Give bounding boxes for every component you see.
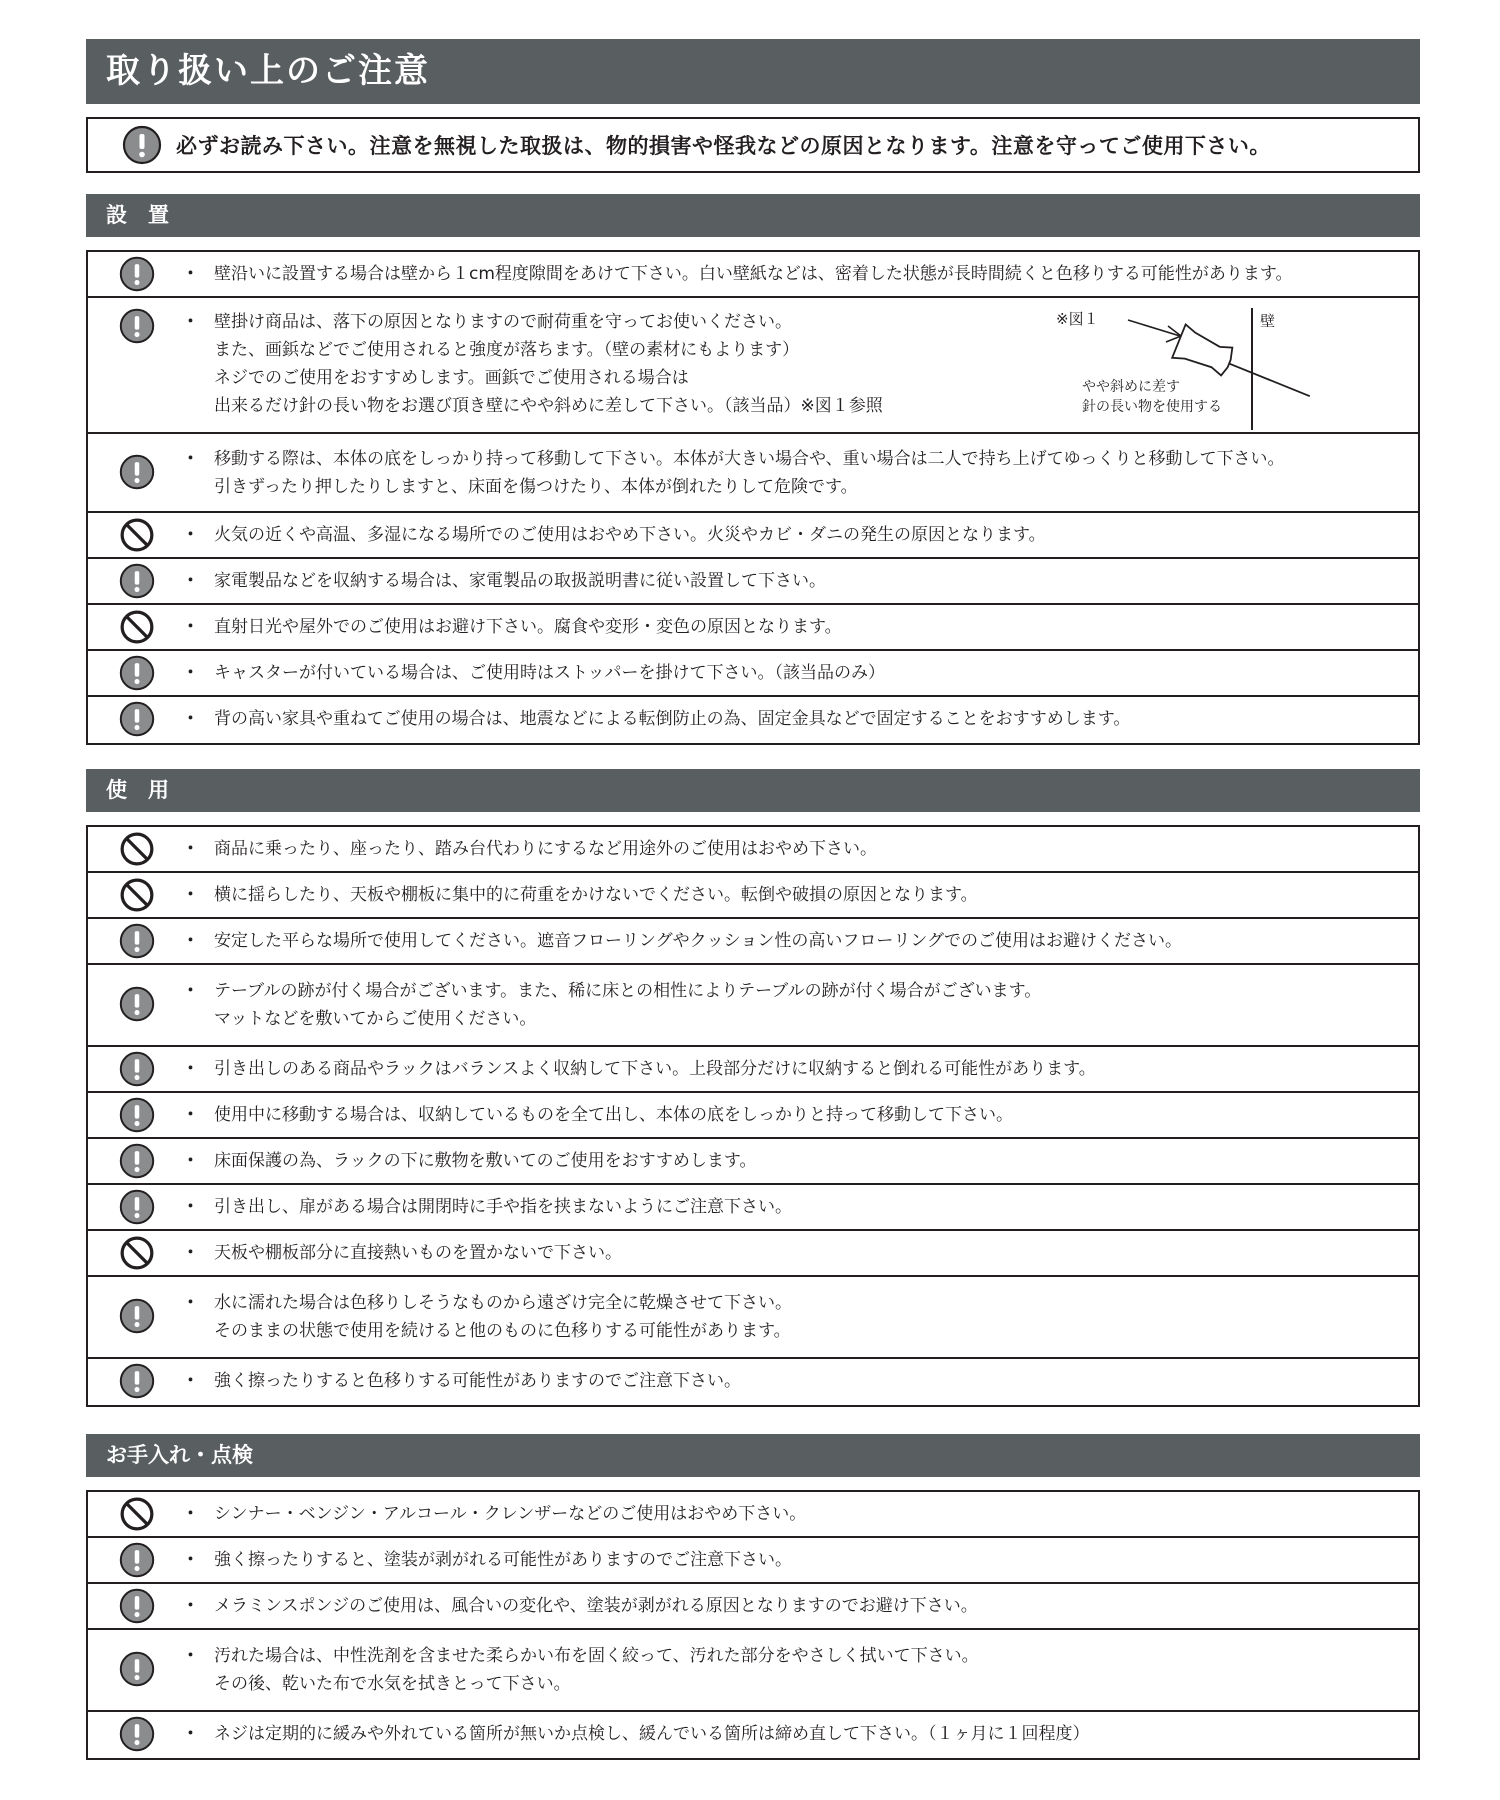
row-text (186, 1538, 1418, 1582)
row-text (186, 513, 1418, 557)
table-row (88, 1584, 1418, 1630)
table-row (88, 965, 1418, 1047)
row-text-line: ・ 移動する際は、本体の底をしっかり持って移動して下さい。本体が大きい場合や、重い場合は二人で持ち上げてゆっくりと移動して下さい。 (186, 445, 1418, 473)
caution-icon (88, 1584, 186, 1628)
notice-text: 必ずお読み下さい。注意を無視した取扱は、物的損害や怪我などの原因となります。注意を守ってご使用下さい。 (176, 134, 1271, 158)
row-text (186, 252, 1418, 296)
table-row (88, 827, 1418, 873)
row-text (186, 559, 1418, 603)
caution-icon (88, 1277, 186, 1357)
table-row (88, 513, 1418, 559)
table-row (88, 1093, 1418, 1139)
pushpin-figure (1056, 306, 1356, 434)
row-text (186, 1630, 1418, 1710)
table-row (88, 298, 1418, 434)
row-text-line: ・ キャスターが付いている場合は、ご使用時はストッパーを掛けて下さい。（該当品のみ） (186, 659, 1418, 687)
row-text-line: ・ 汚れた場合は、中性洗剤を含ませた柔らかい布を固く絞って、汚れた部分をやさしく拭いて下さい。 (186, 1642, 1418, 1670)
caution-icon (88, 1712, 186, 1758)
table-row (88, 697, 1418, 743)
row-text-line: マットなどを敷いてからご使用ください。 (214, 1009, 537, 1029)
table-row (88, 1359, 1418, 1405)
row-text-line: ・ 壁沿いに設置する場合は壁から１cm程度隙間をあけて下さい。白い壁紙などは、密着した状態が長時間続くと色移りする可能性があります。 (186, 260, 1418, 288)
row-text-line: ・ 引き出しのある商品やラックはバランスよく収納して下さい。上段部分だけに収納すると倒れる可能性があります。 (186, 1055, 1418, 1083)
row-text (186, 1712, 1418, 1758)
row-text-line: ・ テーブルの跡が付く場合がございます。また、稀に床との相性によりテーブルの跡が付く場合がございます。 (186, 977, 1418, 1005)
row-text-line: ・ 使用中に移動する場合は、収納しているものを全て出し、本体の底をしっかりと持って移動して下さい。 (186, 1101, 1418, 1129)
caution-icon (88, 252, 186, 296)
row-text-line: 出来るだけ針の長い物をお選び頂き壁にやや斜めに差して下さい。（該当品）※図１参照 (214, 396, 883, 416)
row-text (186, 1359, 1418, 1405)
table-row (88, 1277, 1418, 1359)
row-text-line: ・ 水に濡れた場合は色移りしそうなものから遠ざけ完全に乾燥させて下さい。 (186, 1289, 1418, 1317)
row-text-line: ・ 火気の近くや高温、多湿になる場所でのご使用はおやめ下さい。火災やカビ・ダニの発生の原因となります。 (186, 521, 1418, 549)
row-text (186, 697, 1418, 743)
caution-icon (88, 1185, 186, 1229)
section-header-setup: 設 置 (86, 194, 1420, 237)
table-row (88, 559, 1418, 605)
table-row (88, 1630, 1418, 1712)
caution-icon (88, 919, 186, 963)
row-text (186, 1093, 1418, 1137)
prohibited-icon (88, 605, 186, 649)
prohibited-icon (88, 1492, 186, 1536)
row-text-line: そのままの状態で使用を続けると他のものに色移りする可能性があります。 (214, 1321, 791, 1341)
figure-ref: ※図１ (1056, 310, 1099, 328)
row-text-line: ・ 床面保護の為、ラックの下に敷物を敷いてのご使用をおすすめします。 (186, 1147, 1418, 1175)
row-text-line: ・ 背の高い家具や重ねてご使用の場合は、地震などによる転倒防止の為、固定金具などで固定することをおすすめします。 (186, 705, 1418, 733)
row-text-line: ・ シンナー・ベンジン・アルコール・クレンザーなどのご使用はおやめ下さい。 (186, 1500, 1418, 1528)
table-row (88, 1538, 1418, 1584)
prohibited-icon (88, 873, 186, 917)
row-text-line: ・ 強く擦ったりすると、塗装が剥がれる可能性がありますのでご注意下さい。 (186, 1546, 1418, 1574)
row-text-line: ・ メラミンスポンジのご使用は、風合いの変化や、塗装が剥がれる原因となりますのでお避け下さい。 (186, 1592, 1418, 1620)
table-row (88, 1492, 1418, 1538)
prohibited-icon (88, 513, 186, 557)
row-text (186, 651, 1418, 695)
figure-caption-1: やや斜めに差す (1082, 379, 1180, 395)
caution-icon (88, 965, 186, 1045)
caution-icon (88, 434, 186, 511)
row-text-line: ・ 壁掛け商品は、落下の原因となりますので耐荷重を守ってお使いください。 (186, 308, 1418, 336)
row-text (186, 434, 1418, 511)
table-row (88, 919, 1418, 965)
row-text-line: ・ 直射日光や屋外でのご使用はお避け下さい。腐食や変形・変色の原因となります。 (186, 613, 1418, 641)
row-text-line: ・ 強く擦ったりすると色移りする可能性がありますのでご注意下さい。 (186, 1367, 1418, 1395)
section-header-use: 使 用 (86, 769, 1420, 812)
table-row (88, 1047, 1418, 1093)
row-text (186, 1277, 1418, 1357)
caution-icon (88, 1630, 186, 1710)
row-text (186, 919, 1418, 963)
pushpin-icon (1056, 306, 1356, 434)
caution-icon (88, 559, 186, 603)
row-text-line: ネジでのご使用をおすすめします。画鋲でご使用される場合は (214, 368, 689, 388)
prohibited-icon (88, 1231, 186, 1275)
table-row (88, 1231, 1418, 1277)
table-row (88, 1185, 1418, 1231)
row-text-line: また、画鋲などでご使用されると強度が落ちます。（壁の素材にもよります） (214, 340, 800, 360)
row-text (186, 1231, 1418, 1275)
table-row (88, 1139, 1418, 1185)
row-text (186, 873, 1418, 917)
row-text (186, 1584, 1418, 1628)
row-text-line: ・ 安定した平らな場所で使用してください。遮音フローリングやクッション性の高いフローリングでのご使用はお避けください。 (186, 927, 1418, 955)
row-text (186, 1047, 1418, 1091)
table-row (88, 605, 1418, 651)
table-row (88, 873, 1418, 919)
row-text (186, 1139, 1418, 1183)
row-text-line: ・ 商品に乗ったり、座ったり、踏み台代わりにするなど用途外のご使用はおやめ下さい。 (186, 835, 1418, 863)
table-row (88, 651, 1418, 697)
table-row (88, 434, 1418, 513)
table-setup (86, 250, 1420, 745)
page-title: 取り扱い上のご注意 (86, 39, 1420, 104)
row-text-line: ・ ネジは定期的に緩みや外れている箇所が無いか点検し、緩んでいる箇所は締め直して下さい。（１ヶ月に１回程度） (186, 1720, 1418, 1748)
table-row (88, 252, 1418, 298)
caution-icon (88, 697, 186, 743)
row-text-line: ・ 天板や棚板部分に直接熱いものを置かないで下さい。 (186, 1239, 1418, 1267)
table-use (86, 825, 1420, 1407)
figure-caption-2: 針の長い物を使用する (1082, 399, 1222, 415)
row-text (186, 1492, 1418, 1536)
row-text (186, 965, 1418, 1045)
caution-icon (88, 1139, 186, 1183)
table-care (86, 1490, 1420, 1760)
caution-icon (122, 125, 162, 165)
notice-box (86, 117, 1420, 173)
caution-icon (88, 1538, 186, 1582)
caution-icon (88, 298, 186, 432)
section-header-care: お手入れ・点検 (86, 1434, 1420, 1477)
row-text (186, 605, 1418, 649)
row-text-line: その後、乾いた布で水気を拭きとって下さい。 (214, 1674, 571, 1694)
row-text (186, 1185, 1418, 1229)
prohibited-icon (88, 827, 186, 871)
caution-icon (88, 1093, 186, 1137)
row-text-line: ・ 横に揺らしたり、天板や棚板に集中的に荷重をかけないでください。転倒や破損の原因となります。 (186, 881, 1418, 909)
figure-wall-label: 壁 (1260, 312, 1276, 330)
caution-icon (88, 651, 186, 695)
table-row (88, 1712, 1418, 1758)
caution-icon (88, 1047, 186, 1091)
caution-icon (88, 1359, 186, 1405)
row-text-line: ・ 家電製品などを収納する場合は、家電製品の取扱説明書に従い設置して下さい。 (186, 567, 1418, 595)
row-text (186, 827, 1418, 871)
row-text-line: 引きずったり押したりしますと、床面を傷つけたり、本体が倒れたりして危険です。 (214, 476, 858, 497)
row-text-line: ・ 引き出し、扉がある場合は開閉時に手や指を挟まないようにご注意下さい。 (186, 1193, 1418, 1221)
